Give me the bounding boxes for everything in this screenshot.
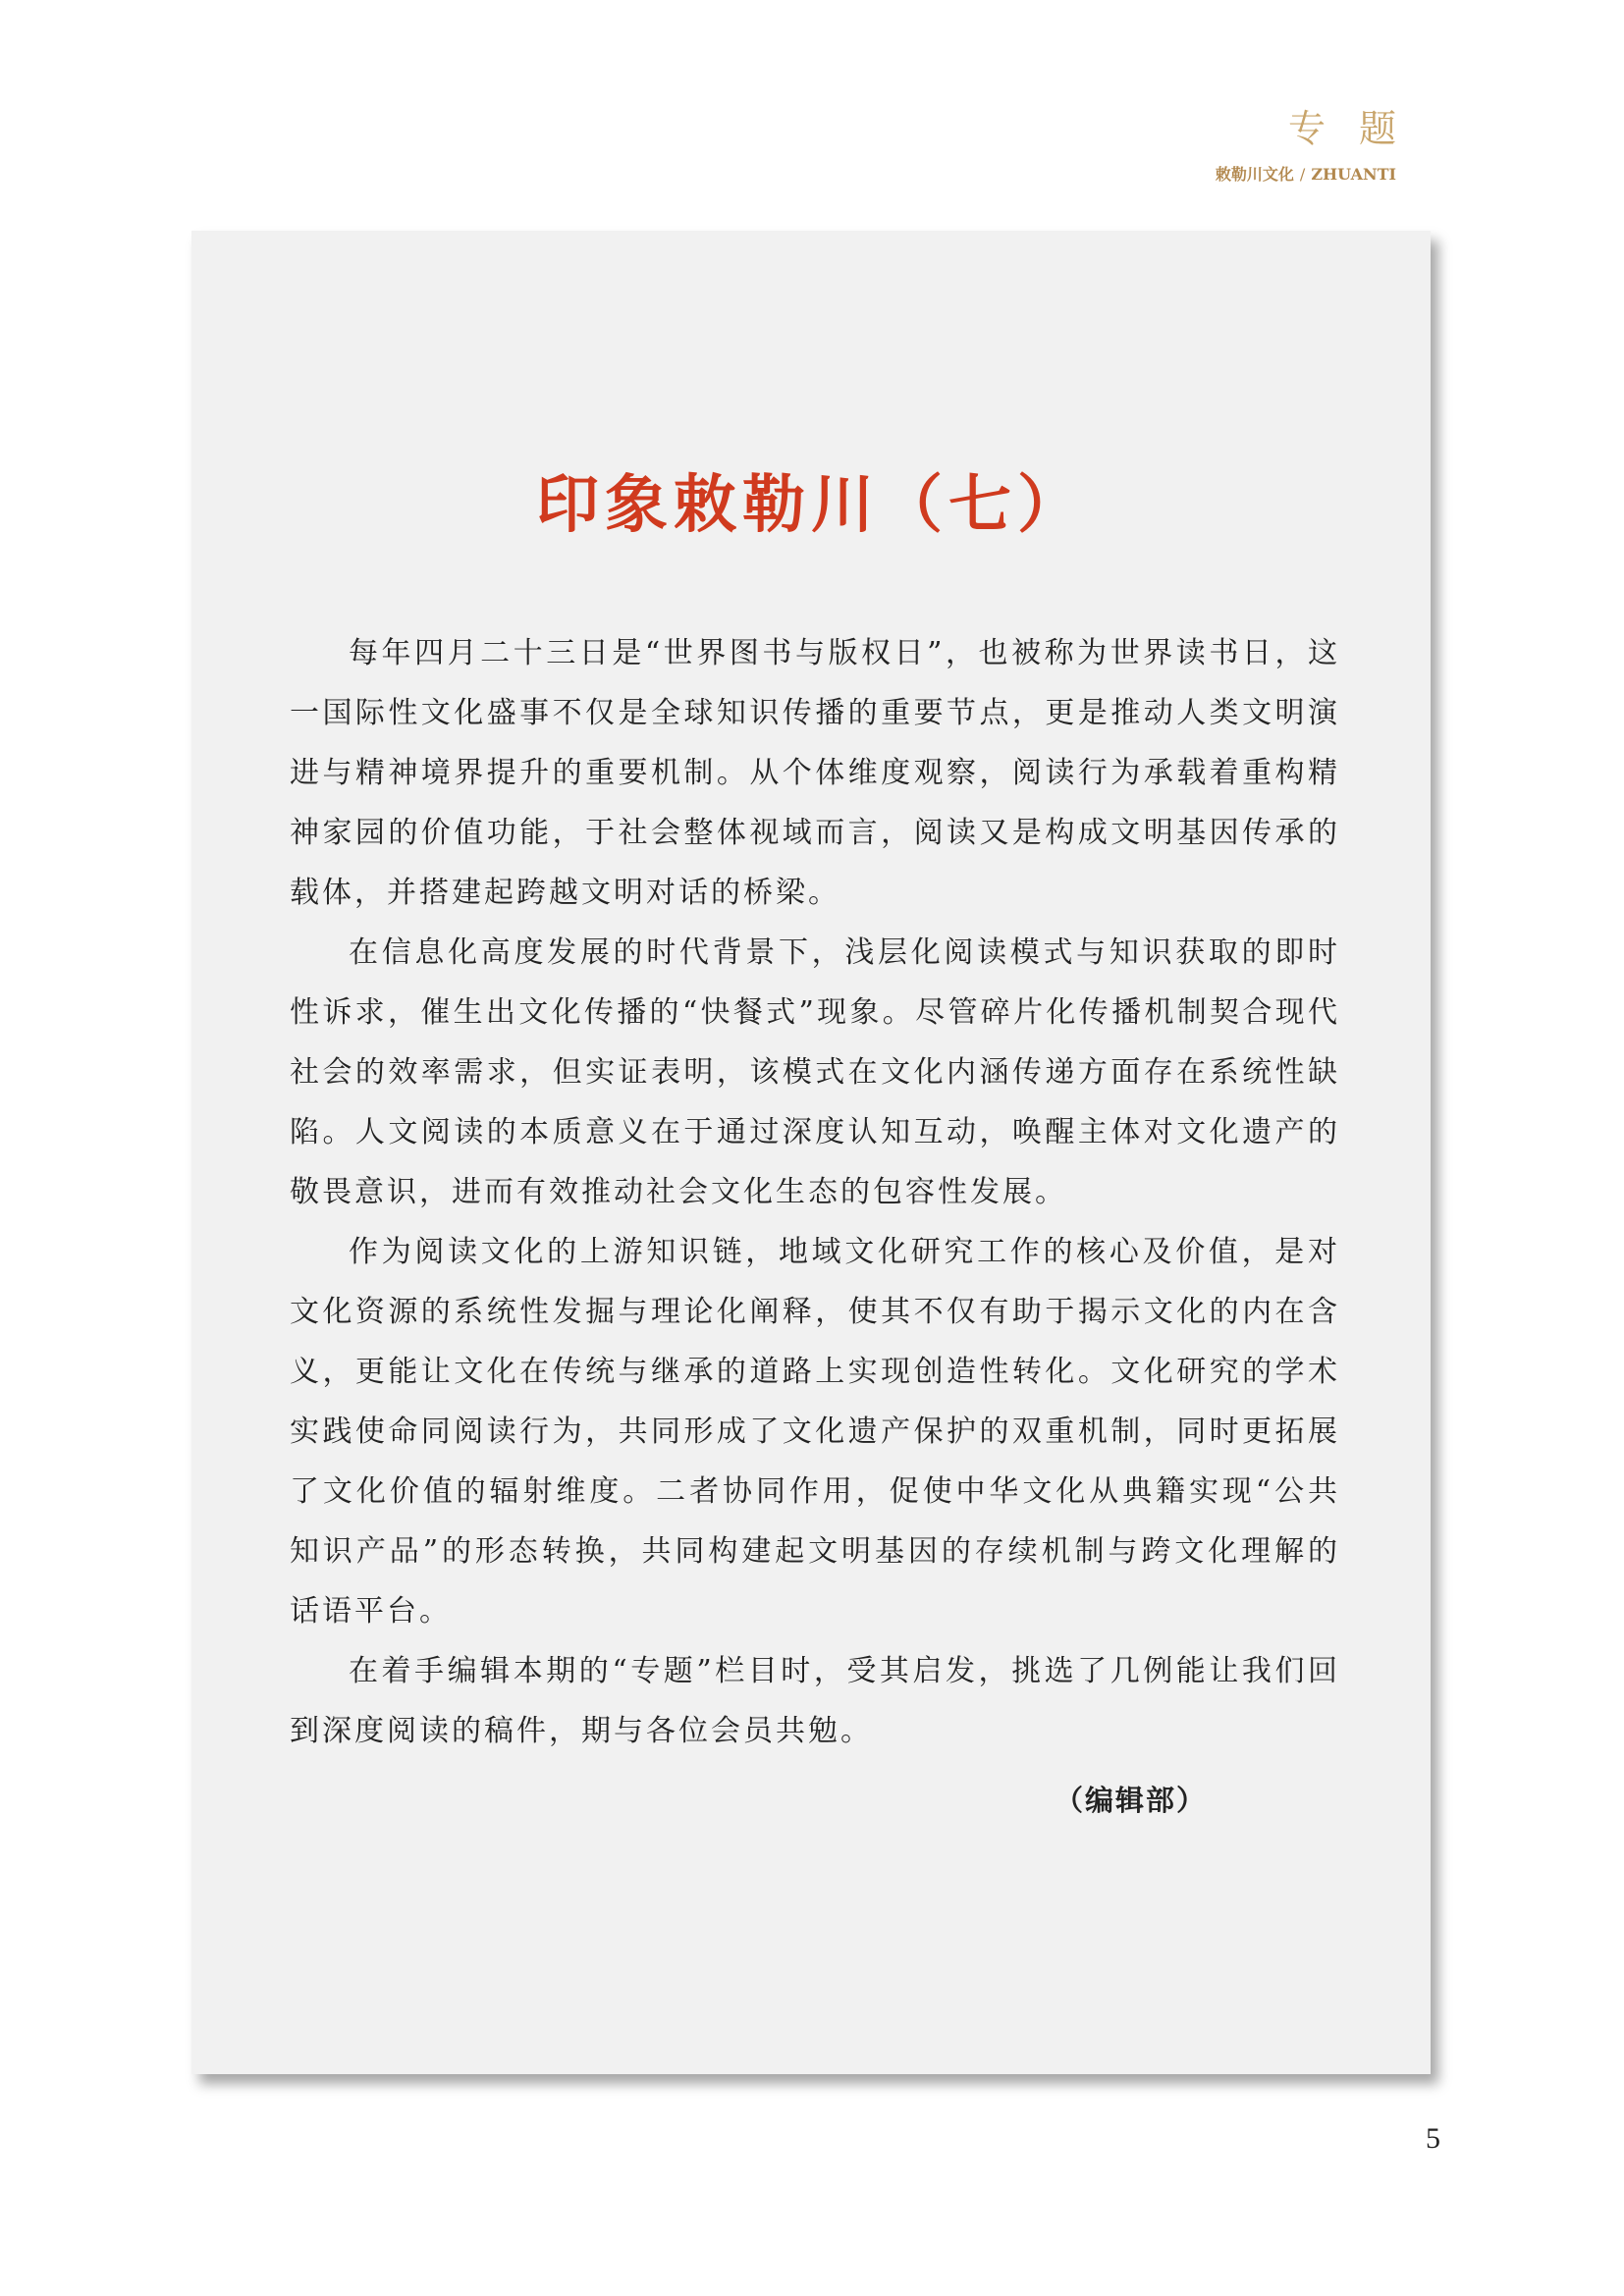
section-title: 专题 bbox=[1287, 107, 1430, 150]
article-panel bbox=[191, 231, 1431, 2074]
paragraph: 每年四月二十三日是“世界图书与版权日”，也被称为世界读书日，这一国际性文化盛事不仅是全球知识传播的重要节点，更是推动人类文明演进与精神境界提升的重要机制。从个体维度观察，阅读行为承载着重构精神家园的价值功能，于社会整体视域而言，阅读又是构成文明基因传承的载体，并搭建起跨越文明对话的桥梁。 bbox=[290, 636, 1340, 910]
article-title: 印象敕勒川（七） bbox=[536, 469, 1086, 542]
page-number: 5 bbox=[1426, 2122, 1440, 2155]
running-header bbox=[1215, 107, 1430, 184]
article-signature: （编辑部） bbox=[1054, 1784, 1207, 1817]
journal-line bbox=[1216, 167, 1396, 183]
paragraph: 在信息化高度发展的时代背景下，浅层化阅读模式与知识获取的即时性诉求，催生出文化传播的“快餐式”现象。尽管碎片化传播机制契合现代社会的效率需求，但实证表明，该模式在文化内涵传递方面存在系统性缺陷。人文阅读的本质意义在于通过深度认知互动，唤醒主体对文化遗产的敬畏意识，进而有效推动社会文化生态的包容性发展。 bbox=[290, 935, 1340, 1209]
section-pinyin: ZHUANTI bbox=[1311, 165, 1396, 184]
header-separator: / bbox=[1299, 165, 1306, 184]
article-body bbox=[290, 623, 1340, 1761]
paragraph: 在着手编辑本期的“专题”栏目时，受其启发，挑选了几例能让我们回到深度阅读的稿件，期与各位会员共勉。 bbox=[290, 1654, 1340, 1748]
journal-name: 敕勒川文化 bbox=[1215, 165, 1294, 184]
paragraph: 作为阅读文化的上游知识链，地域文化研究工作的核心及价值，是对文化资源的系统性发掘与理论化阐释，使其不仅有助于揭示文化的内在含义，更能让文化在传统与继承的道路上实现创造性转化。文化研究的学术实践使命同阅读行为，共同形成了文化遗产保护的双重机制，同时更拓展了文化价值的辐射维度。二者协同作用，促使中华文化从典籍实现“公共知识产品”的形态转换，共同构建起文明基因的存续机制与跨文化理解的话语平台。 bbox=[290, 1235, 1340, 1629]
